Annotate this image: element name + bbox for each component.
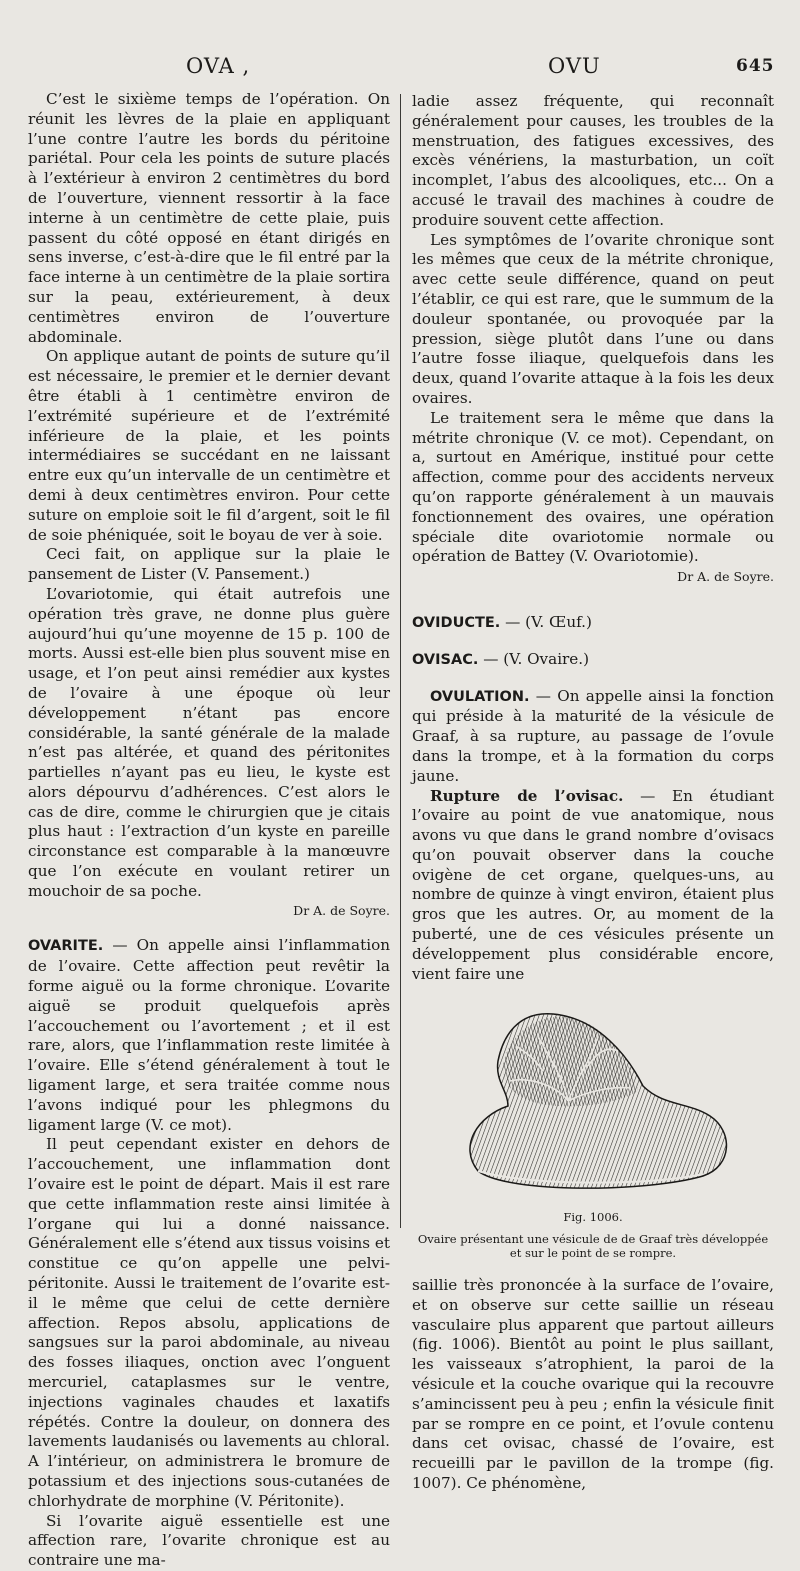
running-head-right: OVU xyxy=(548,54,601,78)
entry-heading: OVIDUCTE. xyxy=(412,614,501,631)
author-signature: Dr A. de Soyre. xyxy=(677,569,774,585)
paragraph: Ceci fait, on applique sur la plaie le pansement de Lister (V. Pansement.) xyxy=(28,545,390,584)
paragraph: L’ovariotomie, qui était autrefois une opération très grave, ne donne plus guère aujourd’hui qu’une moyenne de 15 p. 100 de morts. Aussi est-elle bien plus souvent mise en usage, et l’on peut ainsi remédier aux kystes de l’ovaire à une époque où leur développement n’étant pas encore considérable, la santé générale de la malade n’est pas altérée, et quand des péritonites partielles n’ayant pas eu lieu, le kyste est alors dépourvu d’adhérences. C’est alors le cas de dire, comme le chirurgien que je citais plus haut : l’extraction d’un kyste en pareille circonstance est comparable à la manœuvre que l’on exécute en voulant retirer un mouchoir de sa poche. xyxy=(28,584,390,900)
ovary-illustration xyxy=(448,996,738,1196)
paragraph: Il peut cependant exister en dehors de l’accouchement, une inflammation dont l’ovaire est le point de départ. Mais il est rare que cette inflammation reste ainsi limitée à l’organe qui lui a donné naissance. Généralement elle s’étend aux tissus voisins et constitue ce qu’on appelle une pelvi-péritonite. Aussi le traitement de l’ovarite est-il le même que celui de cette dernière affection. Repos absolu, applications de sangsues sur la paroi abdominale, au niveau des fosses iliaques, onction avec l’onguent mercuriel, cataplasmes sur le ventre, injections vaginales chaudes et laxatifs répétés. Contre la douleur, on donnera des lavements laudanisés ou lavements au chloral. A l’intérieur, on administrera le bromure de potassium et des injections sous-cutanées de chlorhydrate de morphine (V. Péritonite). xyxy=(28,1135,390,1510)
paragraph: Les symptômes de l’ovarite chronique sont les mêmes que ceux de la métrite chronique, avec cette seule différence, quand on peut l’établir, ce qui est rare, que le summum de la douleur spontanée, ou provoquée par la pression, siège plutôt dans l’une ou dans l’autre fosse iliaque, quelquefois dans les deux, quand l’ovarite attaque à la fois les deux ovaires. xyxy=(412,230,774,407)
figure-caption: Ovaire présentant une vésicule de de Graaf très développée et sur le point de se rompre. xyxy=(417,1232,769,1261)
figure-number: Fig. 1006. xyxy=(563,1210,623,1225)
paragraph: Le traitement sera le même que dans la métrite chronique (V. ce mot). Cependant, on a, surtout en Amérique, institué pour cette affection, comme pour des accidents nerveux qu’on rapporte généralement à un mauvais fonctionnement des ovaires, une opération spéciale dite ovariotomie normale ou opération de Battey (V. Ovariotomie). xyxy=(412,408,774,566)
entry-heading: OVARITE. xyxy=(28,938,104,955)
author-signature: Dr A. de Soyre. xyxy=(293,902,390,918)
left-column xyxy=(28,90,390,1571)
subsection-rupture: Rupture de l’ovisac. — En étudiant l’ovaire au point de vue anatomique, nous avons vu que dans le grand nombre d’ovisacs qu’on pouvait observer dans la couche ovigène de cet organe, quelques-uns, au nombre de quinze à vingt environ, étaient plus gros que les autres. Or, au moment de la puberté, une de ces vésicules présente un développement plus considérable encore, vient faire une xyxy=(412,786,774,983)
subsection-heading: Rupture de l’ovisac. xyxy=(430,786,624,805)
entry-heading: OVISAC. xyxy=(412,651,479,668)
entry-ovulation: OVULATION. — On appelle ainsi la fonction qui préside à la maturité de la vésicule de Graaf, à sa rupture, au passage de l’ovule dans la trompe, et à la formation du corps jaune. xyxy=(412,686,774,785)
figure-1006 xyxy=(412,996,774,1202)
entry-ovisac: OVISAC. — (V. Ovaire.) xyxy=(412,649,590,668)
page-number: 645 xyxy=(736,56,775,76)
entry-oviducte: OVIDUCTE. — (V. Œuf.) xyxy=(412,612,592,631)
paragraph: ladie assez fréquente, qui reconnaît généralement pour causes, les troubles de la menstruation, des fatigues excessives, des excès vénériens, la masturbation, un coït incomplet, l’abus des alcooliques, etc... On a accusé le travail des machines à coudre de produire souvent cette affection. xyxy=(412,92,774,229)
spacer xyxy=(412,587,774,613)
paragraph: Si l’ovarite aiguë essentielle est une affection rare, l’ovarite chronique est au contraire une ma- xyxy=(28,1511,390,1570)
spacer xyxy=(412,1260,774,1276)
spacer xyxy=(412,671,774,687)
entry-ovarite: OVARITE. — On appelle ainsi l’inflammation de l’ovaire. Cette affection peut revêtir la forme aiguë ou la forme chronique. L’ovarite aiguë se produit quelquefois après l’accouchement ou l’avortement ; et il est rare, alors, que l’inflammation reste limitée à l’ovaire. Elle s’étend généralement à tout le ligament large, et sera traitée comme nous l’avons indiqué pour les phlegmons du ligament large (V. ce mot). xyxy=(28,936,390,1134)
right-column xyxy=(412,92,774,1494)
entry-heading: OVULATION. xyxy=(430,688,530,705)
paragraph: saillie très prononcée à la surface de l’ovaire, et on observe sur cette saillie un réseau vasculaire plus apparent que partout ailleurs (fig. 1006). Bientôt au point le plus saillant, les vaisseaux s’atrophient, la paroi de la vésicule et la couche ovarique qui la recouvre s’amincissent peu à peu ; enfin la vésicule finit par se rompre en ce point, et l’ovule contenu dans cet ovisac, chassé de l’ovaire, est recueilli par le pavillon de la trompe (fig. 1007). Ce phénomène, xyxy=(412,1276,774,1493)
paragraph: C’est le sixième temps de l’opération. On réunit les lèvres de la plaie en appliquant l’une contre l’autre les bords du péritoine pariétal. Pour cela les points de suture placés à l’extérieur à environ 2 centimètres du bord de l’ouverture, viennent ressortir à la face interne à un centimètre de cette plaie, puis passent du côté opposé en étant dirigés en sens inverse, c’est-à-dire que le fil entré par la face interne à un centimètre de la plaie sortira sur la peau, extérieurement, à deux centimètres environ de l’ouverture abdominale. xyxy=(28,90,390,346)
spacer xyxy=(28,920,390,936)
spacer xyxy=(412,634,774,650)
running-head-left: OVA , xyxy=(186,54,251,78)
paragraph: On applique autant de points de suture qu’il est nécessaire, le premier et le dernier devant être établi à 1 centimètre environ de l’extrémité supérieure et de l’extrémité inférieure de la plaie, et les points intermédiaires se succédant en ne laissant entre eux qu’un intervalle de un centimètre et demi à deux centimètres environ. Pour cette suture on emploie soit le fil d’argent, soit le fil de soie phéniquée, soit le boyau de ver à soie. xyxy=(28,347,390,544)
column-rule xyxy=(400,94,401,1228)
